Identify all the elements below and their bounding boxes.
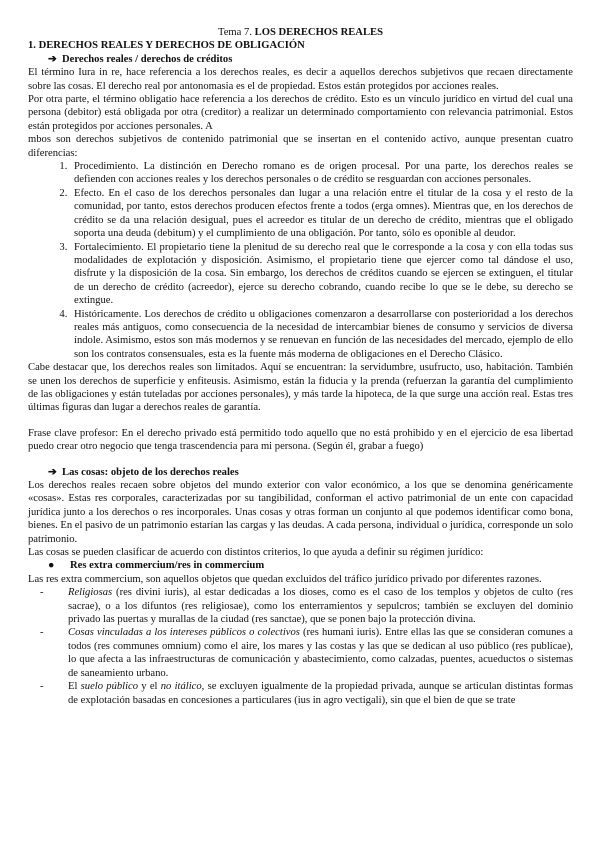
- arrow-icon: ➔: [48, 466, 57, 478]
- list-item: [68, 680, 573, 707]
- subheading: [48, 53, 573, 66]
- list-item: 2. Efecto. En el caso de los derechos personales dan lugar a una relación entre el titular de la cosa y el resto de la comunidad, por tanto, estos derechos producen efectos frente a todos (erga omnes). Mientras que, en los derechos de crédito se da una relación desigual, pues el acreedor es titular de un derecho de crédito, mientras que el obligado soporta una deuda (debitum) y el cumplimiento de una obligación. Por tanto, sólo es oponible al deudor.: [70, 187, 573, 241]
- document-title: [28, 26, 573, 39]
- bullet-heading: [48, 559, 573, 572]
- item-text: El: [68, 681, 81, 693]
- subheading-text: Las cosas: objeto de los derechos reales: [62, 466, 239, 478]
- list-item: 3. Fortalecimiento. El propietario tiene la plenitud de su derecho real que le corresponde a la cosa y con ella todas sus modalidades de explotación y disposición. Asimismo, el propietario tiene que ejercer como tal dándose el uso, disfrute y la disposición de la cosa. Sin embargo, los derechos de créditos cuando se ejercen se extinguen, el titular de un derecho de crédito (acreedor), ejerce su derecho cobrando, cuando recibe lo que se le debe, su derecho se extingue.: [70, 241, 573, 308]
- list-item: [68, 626, 573, 680]
- title-main: LOS DERECHOS REALES: [254, 27, 383, 38]
- list-item: 4. Históricamente. Los derechos de crédito u obligaciones comenzaron a desarrollarse con posterioridad a los derechos reales más antiguos, como consecuencia de la necesidad de intercambiar bienes de consumo y servicios de diversa índole. Asimismo, estos son más modernos y se renuevan en función de las necesidades del mercado, ejemplo de ello son los contratos consensuales, esta es la fuente más moderna de obligaciones en el Derecho Clásico.: [70, 308, 573, 362]
- list-item: 1. Procedimiento. La distinción en Derecho romano es de origen procesal. Por una parte, los derechos reales se defienden con acciones reales y los derechos personales o de crédito se resguardan con acciones personales.: [70, 160, 573, 187]
- item-text: (res humani iuris). Entre ellas las que se consideran comunes a todos (res communes omnium) como el aire, los mares y las costas y las que se dedican al uso público (res publicae), lo que afecta a las infraestructuras de comunicación y abastecimiento, como calzadas, puentes, acueductos o sistemas de saneamiento urbano.: [68, 627, 573, 679]
- arrow-icon: ➔: [48, 53, 57, 65]
- differences-list: [28, 160, 573, 361]
- dash-list: [28, 586, 573, 707]
- list-item: [68, 586, 573, 626]
- emphasis: Religiosas: [68, 587, 113, 599]
- spacer: [28, 454, 573, 466]
- title-prefix: Tema 7.: [218, 27, 252, 38]
- paragraph: Las res extra commercium, son aquellos objetos que quedan excluidos del tráfico jurídico privado por diferentes razones.: [28, 573, 542, 585]
- paragraph: Las cosas se pueden clasificar de acuerdo con distintos criterios, lo que ayuda a definir su régimen jurídico:: [28, 547, 484, 559]
- spacer: [28, 415, 573, 427]
- subheading: [48, 466, 573, 479]
- bullet-text: Res extra commercium/res in commercium: [70, 560, 265, 572]
- emphasis: suelo público: [80, 681, 139, 693]
- subheading-text: Derechos reales / derechos de créditos: [62, 53, 233, 65]
- item-text: y el: [138, 681, 161, 693]
- paragraph: Cabe destacar que, los derechos reales son limitados. Aquí se encuentran: la servidumbre, usufructo, uso, habitación. También se unen los derechos de superficie y enfiteusis. Asimismo, están la fiducia y la prenda (refuerzan la garantía del cumplimiento de las obligaciones y están tuteladas por acciones personales), y más tarde la hipoteca, de la que surge una acción real. Estas tres últimas figuras dan lugar a derechos reales de garantía.: [28, 362, 573, 414]
- emphasis: no itálico: [160, 681, 202, 693]
- paragraph: mbos son derechos subjetivos de contenido patrimonial que se insertan en el contenido activo, aunque presentan cuatro diferencias:: [28, 134, 573, 159]
- paragraph: Por otra parte, el término obligatio hace referencia a los derechos de crédito. Esto es un vínculo jurídico en virtud del cual una persona (debitor) está obligada por otra (creditor) a realizar un determinado comportamiento con relevancia patrimonial. Estos están protegidos por acciones personales. A: [28, 94, 573, 132]
- bullet-icon: ●: [48, 560, 55, 572]
- paragraph: El término Iura in re, hace referencia a los derechos reales, es decir a aquellos derechos subjetivos que recaen directamente sobre las cosas. El derecho real por antonomasia es el de propiedad. Estos están protegidos por acciones reales.: [28, 67, 573, 92]
- section-heading: 1. DERECHOS REALES Y DERECHOS DE OBLIGACIÓN: [28, 40, 305, 52]
- item-text: (res divini iuris), al estar dedicadas a los dioses, como es el caso de los templos y objetos de culto (res sacrae), o a los difuntos (res religiosae), como los enterramientos y sepulcros; también se excluyen del dominio privado las puertas y murallas de la ciudad (res sanctae), que se ponen bajo la protección divina.: [68, 587, 573, 626]
- paragraph: Los derechos reales recaen sobre objetos del mundo exterior con valor económico, a los que se denomina genéricamente «cosas». Estas res corporales, caracterizadas por su tangibilidad, conforman el activo patrimonial de un ente con capacidad jurídica junto a los derechos o res incorporales. Unas cosas y otras forman un conjunto al que podemos identificar como bona, bienes. En el pasivo de un patrimonio estarían las cargas y las deudas. A cada persona, individual o jurídica, corresponde un solo patrimonio.: [28, 480, 573, 545]
- document-page: [28, 26, 573, 707]
- emphasis: Cosas vinculadas a los intereses públicos o colectivos: [68, 627, 300, 639]
- item-text: , se excluyen igualmente de la propiedad privada, aunque se articulan distintas formas de explotación basadas en concesiones a particulares (ius in agro vectigali), sin que el bien de que se trate: [68, 681, 574, 706]
- key-phrase: Frase clave profesor: En el derecho privado está permitido todo aquello que no está prohibido y en el ejercicio de esa libertad puedo crear otro negocio que tenga trascendencia para mi persona. (Según él, grabar a fuego): [28, 427, 573, 453]
